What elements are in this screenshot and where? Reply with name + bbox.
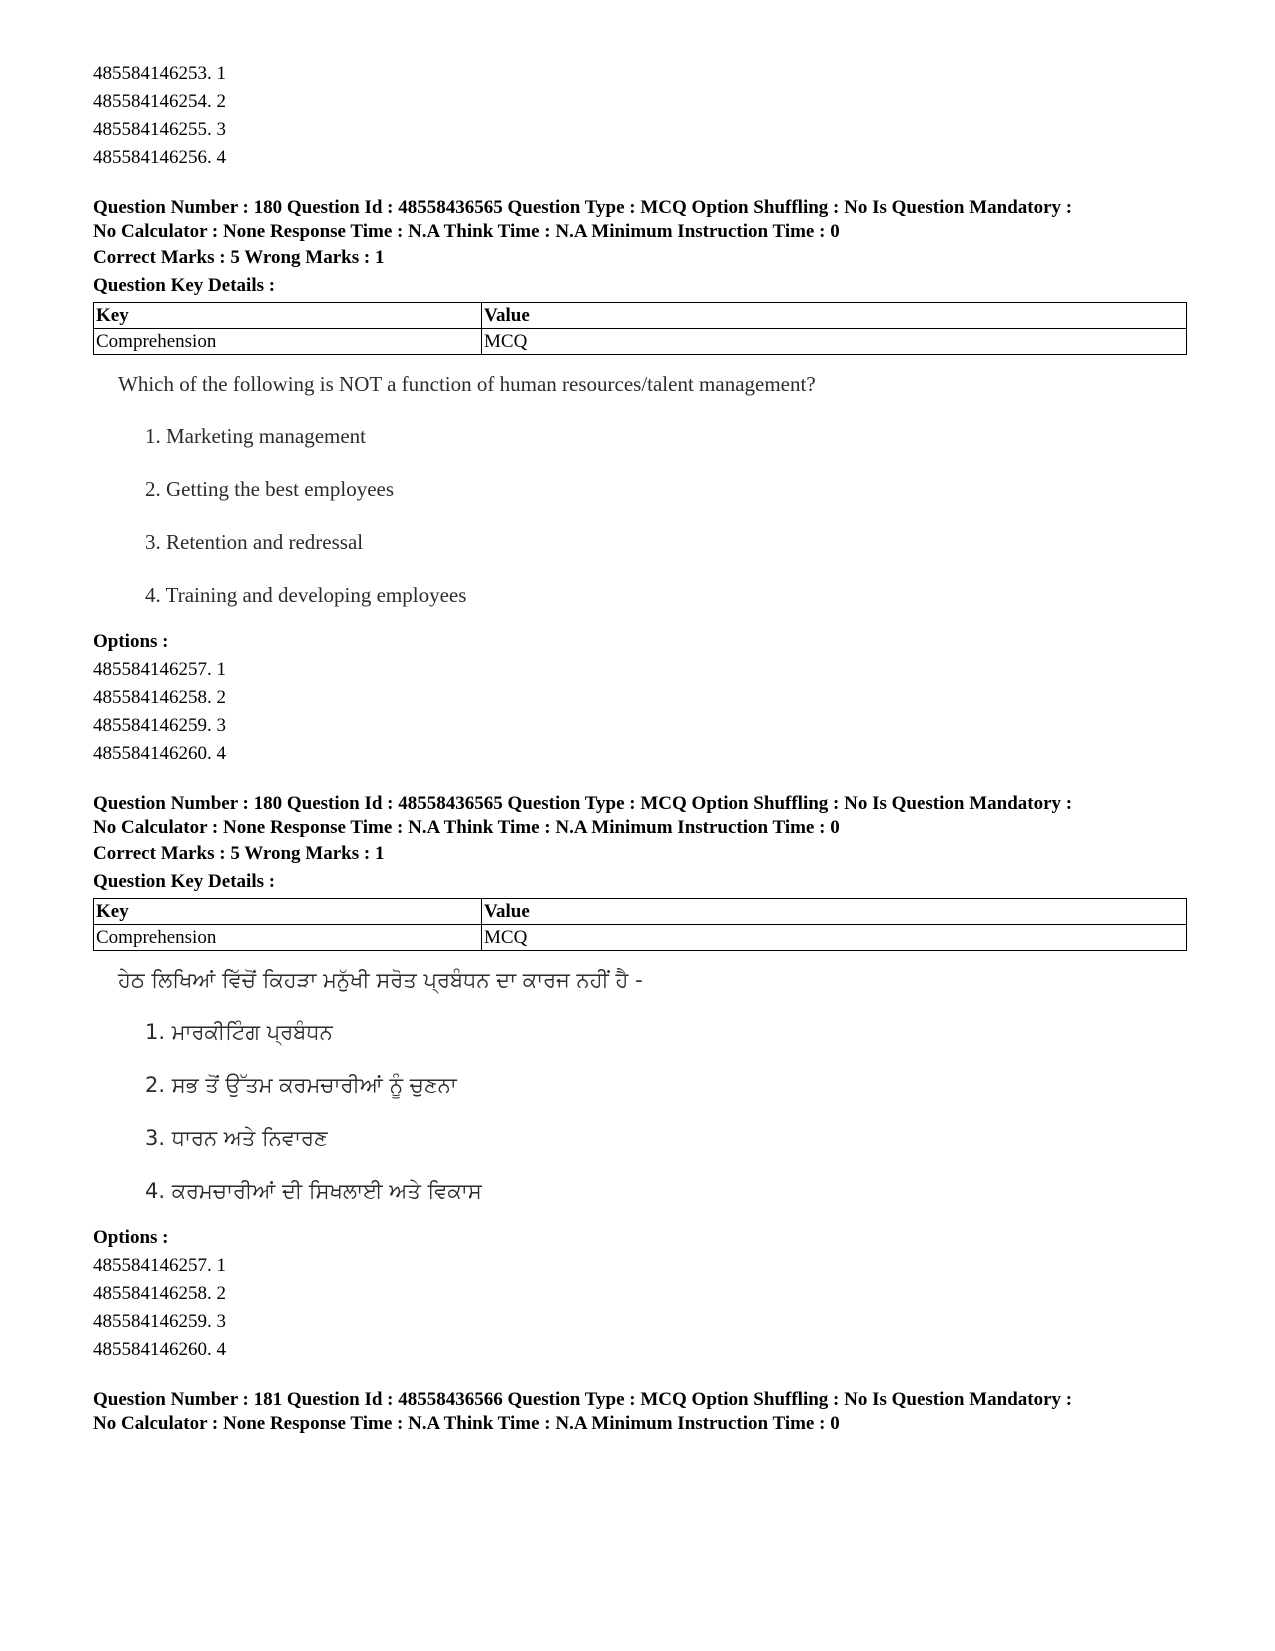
option-item: 485584146257. 1 (93, 1255, 226, 1276)
table-header-value: Value (482, 303, 1187, 329)
question-block (93, 792, 1183, 1364)
answer-choice: 2. Getting the best employees (145, 477, 395, 501)
option-item: 485584146258. 2 (93, 687, 226, 708)
key-details-label: Question Key Details : (93, 871, 276, 892)
table-header-key: Key (94, 303, 482, 329)
question-meta-line: Question Number : 180 Question Id : 48558436565 Question Type : MCQ Option Shuffling : No Is Question Mandatory : (93, 197, 1073, 218)
answer-choice: 4. ਕਰਮਚਾਰੀਆਂ ਦੀ ਸਿਖਲਾਈ ਅਤੇ ਵਿਕਾਸ (145, 1179, 482, 1203)
table-cell-key: Comprehension (94, 329, 482, 355)
answer-choice: 1. ਮਾਰਕੀਟਿੰਗ ਪ੍ਰਬੰਧਨ (145, 1020, 333, 1044)
table-cell-key: Comprehension (94, 925, 482, 951)
question-meta-line: Question Number : 180 Question Id : 48558436565 Question Type : MCQ Option Shuffling : No Is Question Mandatory : (93, 793, 1073, 814)
question-body (118, 359, 1183, 628)
answer-choice: 2. ਸਭ ਤੋਂ ਉੱਤਮ ਕਰਮਚਾਰੀਆਂ ਨੂੰ ਚੁਣਨਾ (145, 1073, 457, 1097)
question-body (118, 955, 1183, 1224)
option-item: 485584146254. 2 (93, 91, 226, 112)
option-item: 485584146256. 4 (93, 147, 226, 168)
question-block (93, 1388, 1183, 1436)
question-meta-line: No Calculator : None Response Time : N.A Think Time : N.A Minimum Instruction Time : 0 (93, 221, 840, 242)
table-row (94, 329, 1187, 355)
question-block (93, 196, 1183, 768)
document-page (93, 60, 1183, 1436)
option-item: 485584146259. 3 (93, 1311, 226, 1332)
options-label: Options : (93, 631, 169, 652)
option-item: 485584146257. 1 (93, 659, 226, 680)
answer-choice: 1. Marketing management (145, 424, 367, 448)
table-row (94, 925, 1187, 951)
option-item: 485584146260. 4 (93, 743, 226, 764)
question-stem: Which of the following is NOT a function of human resources/talent management? (118, 372, 816, 396)
option-item: 485584146260. 4 (93, 1339, 226, 1360)
question-stem: ਹੇਠ ਲਿਖਿਆਂ ਵਿੱਚੋਂ ਕਿਹੜਾ ਮਨੁੱਖੀ ਸਰੋਤ ਪ੍ਰਬੰਧਨ ਦਾ ਕਾਰਜ ਨਹੀਂ ਹੈ - (118, 968, 643, 992)
key-details-label: Question Key Details : (93, 275, 276, 296)
options-label: Options : (93, 1227, 169, 1248)
question-meta-line: No Calculator : None Response Time : N.A Think Time : N.A Minimum Instruction Time : 0 (93, 1413, 840, 1434)
table-cell-value: MCQ (482, 925, 1187, 951)
option-item: 485584146253. 1 (93, 63, 226, 84)
answer-choice: 4. Training and developing employees (145, 583, 467, 607)
table-header-value: Value (482, 899, 1187, 925)
question-key-table (93, 302, 1187, 355)
answer-choice: 3. ਧਾਰਨ ਅਤੇ ਨਿਵਾਰਣ (145, 1126, 328, 1150)
question-meta-line: Question Number : 181 Question Id : 48558436566 Question Type : MCQ Option Shuffling : No Is Question Mandatory : (93, 1389, 1073, 1410)
question-meta-line: No Calculator : None Response Time : N.A Think Time : N.A Minimum Instruction Time : 0 (93, 817, 840, 838)
option-item: 485584146259. 3 (93, 715, 226, 736)
question-key-table (93, 898, 1187, 951)
option-item: 485584146258. 2 (93, 1283, 226, 1304)
table-cell-value: MCQ (482, 329, 1187, 355)
options-list (93, 60, 1183, 172)
marks-line: Correct Marks : 5 Wrong Marks : 1 (93, 247, 385, 268)
option-item: 485584146255. 3 (93, 119, 226, 140)
answer-choice: 3. Retention and redressal (145, 530, 364, 554)
marks-line: Correct Marks : 5 Wrong Marks : 1 (93, 843, 385, 864)
table-header-key: Key (94, 899, 482, 925)
